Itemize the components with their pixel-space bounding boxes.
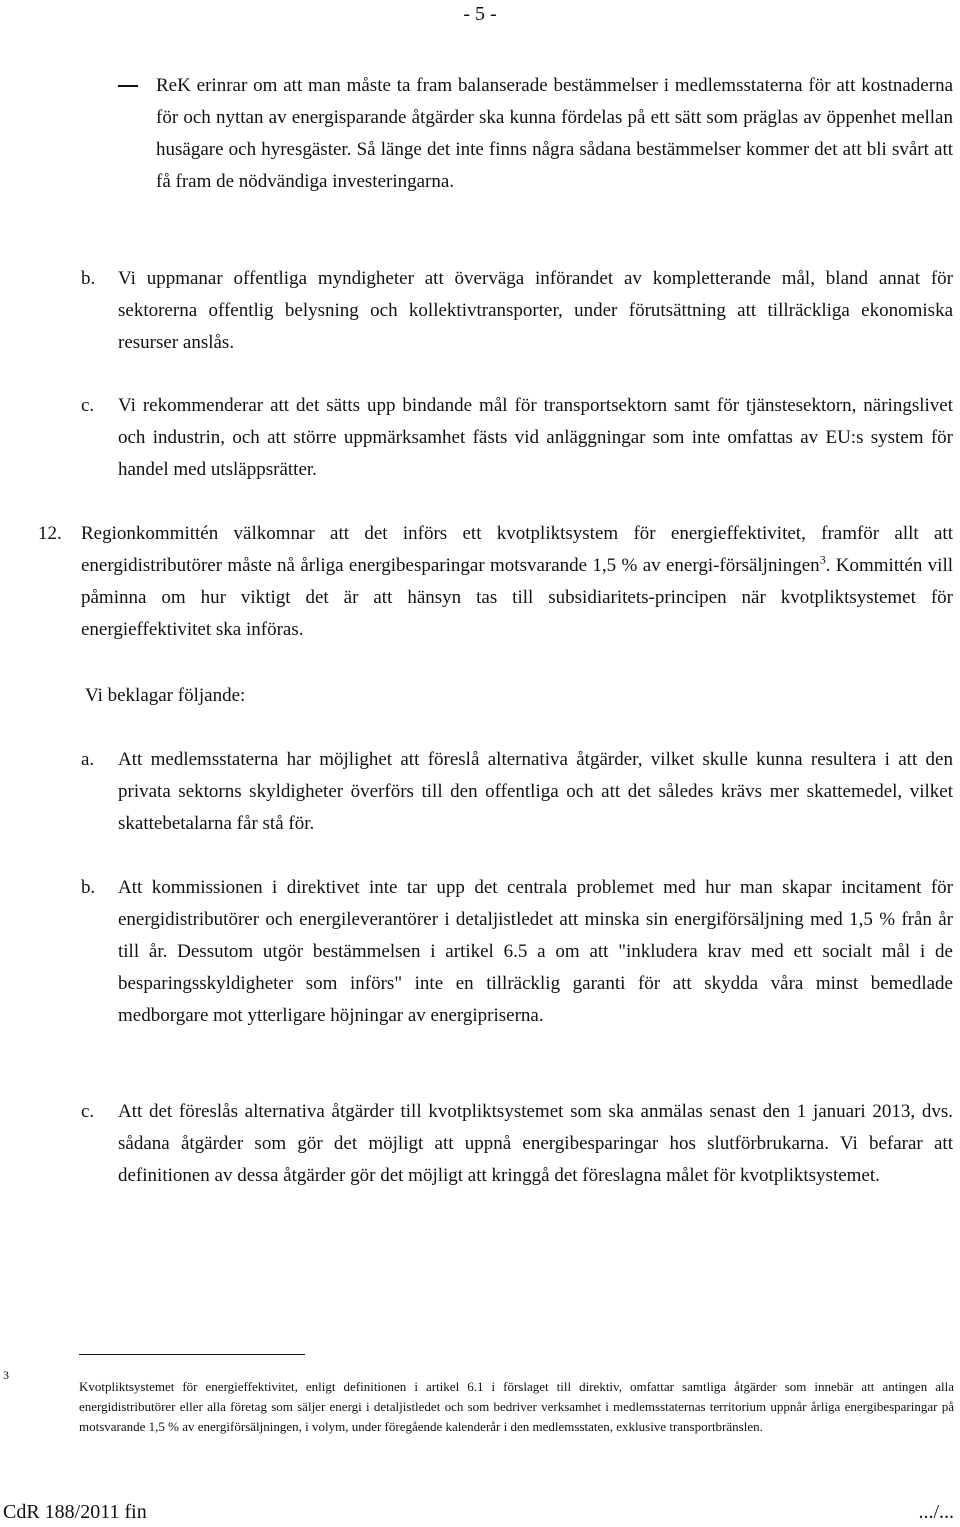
list-item-text: Att medlemsstaterna har möjlighet att föreslå alternativa åtgärder, vilket skulle kunna resultera i att den privata sektorns skyldigheter överförs till den offentliga och att det således krävs mer skattemedel, vilket skattebetalarna får stå för. (118, 749, 953, 834)
continuation-marker: .../... (918, 1501, 954, 1523)
list-item-c (81, 1096, 953, 1192)
paragraph-text-part2: . Kommittén vill påminna om hur viktigt det är att hänsyn tas till subsidiaritets-principen när kvotpliktsystemet för energieffektivitet ska införas. (81, 555, 954, 640)
paragraph-text (81, 518, 953, 646)
list-item-a (81, 744, 953, 840)
list-marker: c. (81, 1101, 95, 1122)
footnote-reference[interactable]: 3 (819, 552, 826, 567)
page-number: - 5 - (463, 3, 497, 25)
list-marker: c. (81, 395, 95, 416)
list-item-b (81, 263, 953, 359)
list-marker: b. (81, 268, 96, 289)
paragraph-text-part1: Regionkommittén välkomnar att det införs ett kvotpliktsystem för energieffektivitet, framför allt att energidistributörer måste nå årliga energibesparingar motsvarande 1,5 % av energi-försäljningen (81, 523, 953, 576)
list-item-text: Att kommissionen i direktivet inte tar upp det centrala problemet med hur man skapar incitament för energidistributörer och energileverantörer i detaljistledet att minska sin energiförsäljning med 1,5 % från år till år. Dessutom utgör bestämmelsen i artikel 6.5 a om att "inkludera krav med ett socialt mål i de besparingsskyldigheter som införs" inte en tillräcklig garanti för att skydda våra minst bemedlade medborgare mot ytterligare höjningar av energipriserna. (118, 877, 953, 1026)
footnote-divider (79, 1354, 305, 1355)
list-item-text: Vi uppmanar offentliga myndigheter att överväga införandet av kompletterande mål, bland annat för sektorerna offentlig belysning och kollektivtransporter, under förutsättning att tillräckliga ekonomiska resurser anslås. (118, 268, 953, 353)
list-item-c (81, 390, 953, 486)
dash-item-text: ReK erinrar om att man måste ta fram balanserade bestämmelser i medlemsstaterna för att kostnaderna för och nyttan av energisparande åtgärder ska kunna fördelas på ett sätt som präglas av öppenhet mellan husägare och hyresgäster. Så länge det inte finns några sådana bestämmelser kommer det att bli svårt att få fram de nödvändiga investeringarna. (156, 75, 953, 192)
footnote-text: Kvotpliktsystemet för energieffektivitet, enligt definitionen i artikel 6.1 i förslaget till direktiv, omfattar samtliga åtgärder som innebär att antingen alla energidistributörer eller alla företag som säljer energi i detaljistledet och som bedriver verksamhet i medlemsstaternas territorium uppnår årliga energibesparingar på motsvarande 1,5 % av energiförsäljningen, i volym, under föregående kalenderår i den medlemsstaten, exklusive transportbränslen. (79, 1379, 954, 1434)
list-item-b (81, 872, 953, 1032)
dash-bullet (118, 85, 138, 87)
section-heading: Vi beklagar följande: (85, 685, 246, 706)
list-item-text: Vi rekommenderar att det sätts upp bindande mål för transportsektorn samt för tjänstesektorn, näringslivet och industrin, och att större uppmärksamhet fästs vid anläggningar som inte omfattas av EU:s system för handel med utsläppsrätter. (118, 395, 953, 480)
paragraph-12 (38, 518, 953, 646)
footnote-number: 3 (3, 1368, 9, 1382)
list-item-text: Att det föreslås alternativa åtgärder till kvotpliktsystemet som ska anmälas senast den 1 januari 2013, dvs. sådana åtgärder som gör det möjligt att uppnå energibesparingar hos slutförbrukarna. Vi befarar att definitionen av dessa åtgärder gör det möjligt att kringgå det föreslagna målet för kvotpliktsystemet. (118, 1101, 953, 1186)
list-marker: b. (81, 877, 96, 898)
dash-list-item (118, 70, 953, 198)
list-marker: a. (81, 749, 95, 770)
document-reference: CdR 188/2011 fin (3, 1501, 147, 1523)
paragraph-number: 12. (38, 523, 62, 544)
